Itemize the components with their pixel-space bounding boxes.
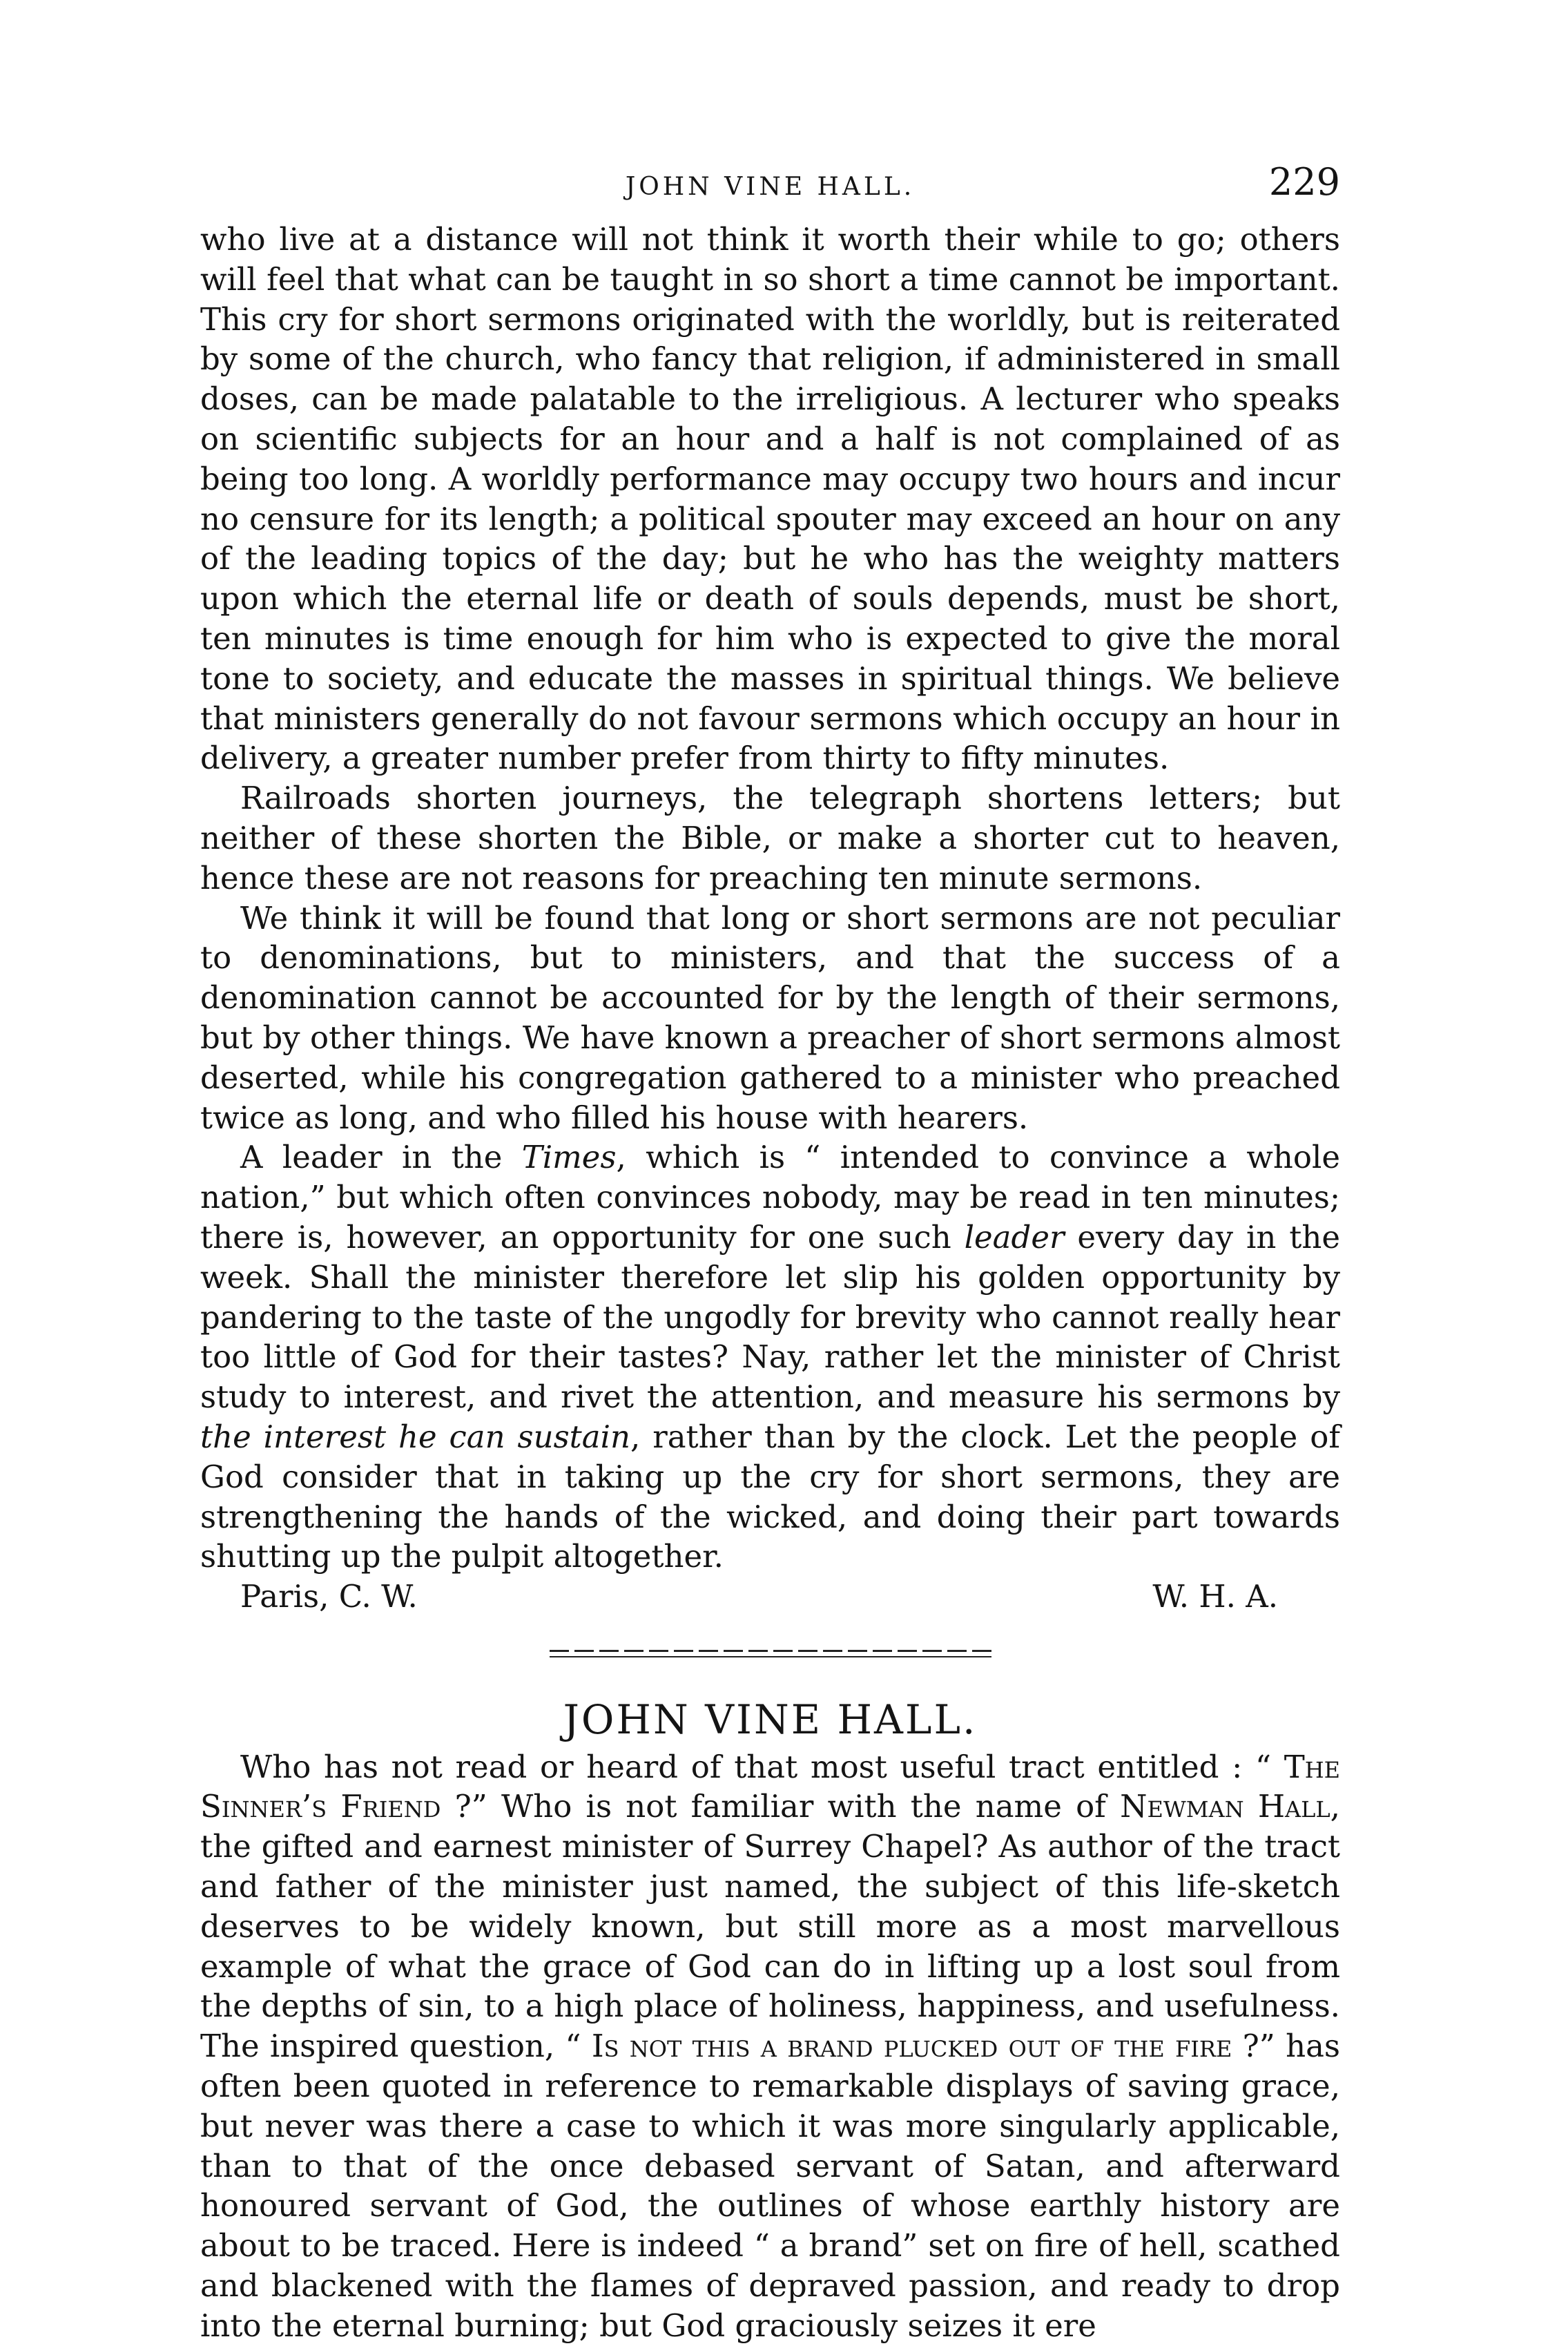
running-head <box>200 160 1340 209</box>
running-title: JOHN VINE HALL. <box>625 173 916 201</box>
italic-interest: the interest he can sustain <box>200 1418 630 1455</box>
text-run: Who has not read or heard of that most useful tract entitled : “ <box>240 1748 1284 1785</box>
text-run: A leader in the <box>240 1139 522 1176</box>
body-text <box>200 220 1340 2346</box>
quotation: Is not this a brand plucked out of the fire <box>591 2028 1232 2065</box>
text-run: , the gifted and earnest minister of Surrey Chapel? As author of the tract and father of the minister just named, the subject of this life-sketch deserves to be widely known, but still more as a most marvellous example of what the grace of God can do in lifting up a lost soul from the depths of sin, to a high place of holiness, happiness, and usefulness. The inspired question, “ <box>200 1788 1340 2065</box>
italic-leader: leader <box>964 1218 1065 1256</box>
paragraph-4 <box>200 1137 1340 1577</box>
paragraph-1: who live at a distance will not think it worth their while to go; others will feel that what can be taught in so short a time cannot be important. This cry for short sermons originated with the worldly, but is reiterated by some of the church, who fancy that religion, if administered in small doses, can be made palatable to the irreligious. A lecturer who speaks on scientific subjects for an hour and a half is not complained of as being too long. A worldly performance may occupy two hours and incur no censure for its length; a political spouter may exceed an hour on any of the leading topics of the day; but he who has the weighty matters upon which the eternal life or death of souls depends, must be short, ten minutes is time enough for him who is expected to give the moral tone to society, and educate the masses in spiritual things. We believe that ministers generally do not favour sermons which occupy an hour in delivery, a greater number prefer from thirty to fifty minutes. <box>200 221 1340 777</box>
signature-place: Paris, C. W. <box>240 1578 418 1615</box>
text-run: ?” has often been quoted in reference to remarkable displays of saving grace, but never was there a case to which it was more singularly applicable, than to that of the once debased servant of Satan, and afterward honoured servant of God, the outlines of whose earthly history are about to be traced. Here is indeed “ a brand” set on fire of hell, scathed and blackened with the flames of depraved passion, and ready to drop into the eternal burning; but God graciously seizes it ere <box>200 2028 1340 2344</box>
text-run: ?” Who is not familiar with the name of <box>441 1788 1121 1825</box>
section-divider <box>550 1650 991 1657</box>
article-title: JOHN VINE HALL. <box>563 1695 978 1743</box>
signature-line <box>200 1577 1340 1617</box>
tract-title: The Sinner’s Friend <box>200 1748 1340 1825</box>
article-paragraph-1 <box>200 1747 1340 2346</box>
paragraph-2: Railroads shorten journeys, the telegraph shortens letters; but neither of these shorten the Bible, or make a shorter cut to heaven, hence these are not reasons for preaching ten minute sermons. <box>200 780 1340 896</box>
paragraph-3: We think it will be found that long or short sermons are not peculiar to denominations, but to ministers, and that the success of a denomination cannot be accounted for by the length of their sermons, but by other things. We have known a preacher of short sermons almost deserted, while his congregation gathered to a minister who preached twice as long, and who filled his house with hearers. <box>200 899 1340 1136</box>
text-run: every day in the week. Shall the minister therefore let slip his golden opportunity by pandering to the taste of the ungodly for brevity who cannot really hear too little of God for their tastes? Nay, rather let the minister of Christ study to interest, and rivet the attention, and measure his sermons by <box>200 1218 1341 1416</box>
signature-initials: W. H. A. <box>1152 1578 1278 1615</box>
text-run: , which is “ intended to convince a whole nation,” but which often convinces nobody, may be read in ten minutes; there is, however, an opportunity for one such <box>200 1139 1340 1256</box>
text-run: , rather than by the clock. Let the people of God consider that in taking up the cry for short sermons, they are strengthening the hands of the wicked, and doing their part towards shutting up the pulpit altogether. <box>200 1418 1340 1575</box>
page-number: 229 <box>1268 160 1340 204</box>
italic-times: Times <box>521 1139 617 1176</box>
person-name: Newman Hall <box>1120 1788 1330 1825</box>
divider-rule <box>550 1656 991 1657</box>
divider-rule <box>550 1650 991 1652</box>
